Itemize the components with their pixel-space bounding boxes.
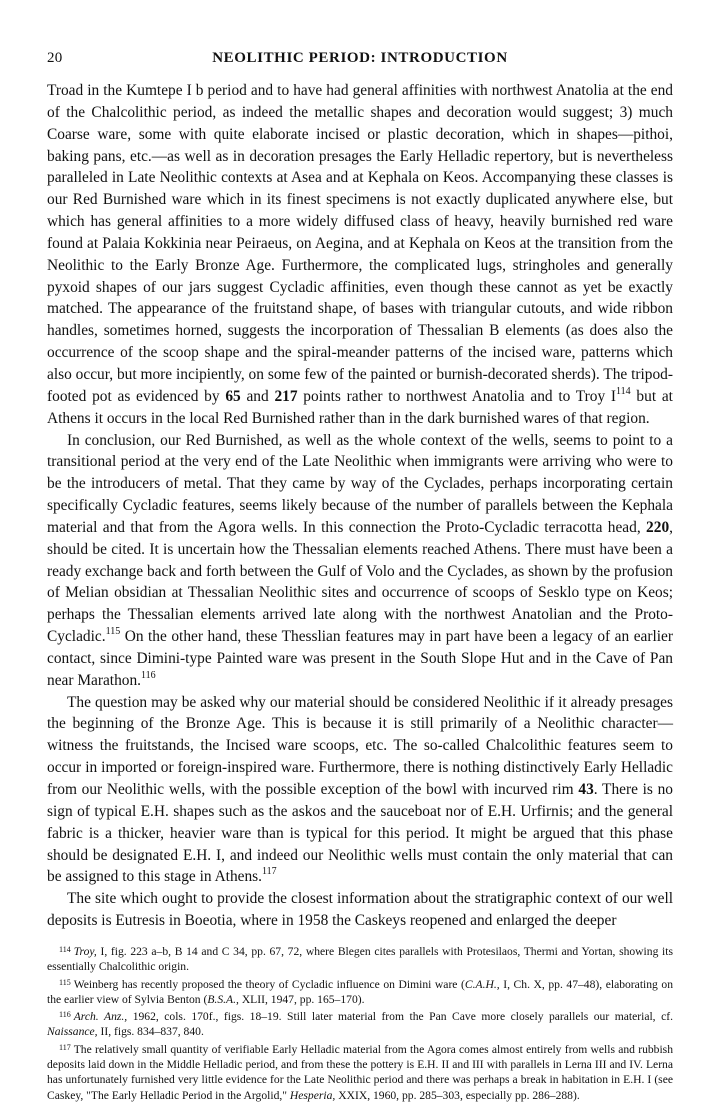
footnote-115: $^{115}$ Weinberg has recently proposed the theory of Cycladic influence on Dimini ware (C.A.H., I, Ch. X, pp. 47–48), elaborating on the earlier view of Sylvia Benton (B.S.A., XLII, 1947, pp. 165–170). <box>47 977 674 1006</box>
paragraph-3: The question may be asked why our material should be considered Neolithic if it already presages the beginning of the Bronze Age. This is because it is still primarily of a Neolithic character—witness the fruitstands, the Incised ware scoops, etc. The so-called Chalcolithic features seem to occur in imported or foreign-inspired ware. Furthermore, there is nothing distinctively Early Helladic from our Neolithic wells, with the possible exception of the bowl with incurved rim 43. There is no sign of typical E.H. shapes such as the askos and the sauceboat nor of E.H. Urfirnis; and the general fabric is a thicker, heavier ware than is typical for this period. It might be argued that this phase should be designated E.H. I, and indeed our Neolithic wells must contain the only material that can be assigned to this stage in Athens.$^{117}$ <box>47 693 673 886</box>
paragraph-1: Troad in the Kumtepe I b period and to have had general affinities with northwest Anatolia at the end of the Chalcolithic period, as indeed the metallic shapes and decoration would suggest; 3) much Coarse ware, some with quite elaborate incised or plastic decoration, which in shapes—pithoi, baking pans, etc.—as well as in decoration presages the Early Helladic repertory, but is nevertheless paralleled in Late Neolithic contexts at Asea and at Kephala on Keos. Accompanying these classes is our Red Burnished ware which in its finest specimens is not exactly duplicated anywhere else, but which has general affinities to a more widely diffused class of heavy, heavily burnished red ware found at Palaia Kokkinia near Peiraeus, on Aegina, and at Kephala on Keos at the transition from the Neolithic to the Early Bronze Age. Furthermore, the complicated lugs, stringholes and generally pyxoid shapes of our jars suggest Cycladic affinities, even though these cannot as yet be exactly matched. The appearance of the fruitstand shape, of bases with triangular cutouts, and wide ribbon handles, sometimes horned, suggests the incorporation of Thessalian B elements (as does also the occurrence of the scoop shape and the spiral-meander patterns of the incised ware, patterns which also occur, but more incipiently, on some few of the painted or burnish-decorated sherds). The tripod-footed pot as evidenced by 65 and 217 points rather to northwest Anatolia and to Troy $I^{114}$ but at Athens it occurs in the local Red Burnished rather than in the dark burnished wares of that region. <box>47 82 673 427</box>
catalogue-number: 220 <box>646 518 670 536</box>
catalogue-number: 217 <box>274 387 298 405</box>
footnote-ref[interactable]: 115 <box>105 625 121 637</box>
page-number: 20 <box>47 50 63 66</box>
footnote-ref[interactable]: 117 <box>262 866 277 878</box>
catalogue-number: 65 <box>225 387 241 405</box>
footnote-ref[interactable]: 116 <box>141 669 156 681</box>
body-text <box>47 80 673 932</box>
page-header <box>47 48 673 72</box>
footnote-117: $^{117}$ The relatively small quantity of verifiable Early Helladic material from the Agora comes almost entirely from wells and rubbish deposits laid down in the Middle Helladic period, and from these the pottery is E.H. II and III with parallels in Lerna III and IV. Lerna has unfortunately furnished very little evidence for the Late Neolithic period and there was perhaps a break in habitation in E.H. I (see Caskey, "The Early Helladic Period in the Argolid," Hesperia, XXIX, 1960, pp. 285–303, especially pp. 286–288). <box>47 1042 673 1102</box>
paragraph-4: The site which ought to provide the closest information about the stratigraphic context of our well deposits is Eutresis in Boeotia, where in 1958 the Caskeys reopened and enlarged the deeper <box>47 890 673 930</box>
running-head: NEOLITHIC PERIOD: INTRODUCTION <box>212 50 508 66</box>
footnotes <box>47 942 673 1103</box>
footnote-116: $^{116}$ Arch. Anz., 1962, cols. 170f., figs. 18–19. Still later material from the Pan Cave more closely parallels our material, cf. Naissance, II, figs. 834–837, 840. <box>47 1010 673 1039</box>
catalogue-number: 43 <box>578 781 594 798</box>
footnote-ref[interactable]: 114 <box>616 385 631 397</box>
footnote-114: $^{114}$ Troy, I, fig. 223 a–b, B 14 and C 34, pp. 67, 72, where Blegen cites parallels with Protesilaos, Thermi and Yortan, showing its essentially Chalcolithic origin. <box>47 944 673 974</box>
paragraph-2: In conclusion, our Red Burnished, as well as the whole context of the wells, seems to point to a transitional period at the very end of the Late Neolithic when immigrants were arriving who were to be the introducers of metal. That they came by way of the Cyclades, perhaps incorporating certain specifically Cycladic features, seems likely because of the number of parallels between the Kephala material and that from the Agora wells. In this connection the Proto-Cycladic terracotta head, 220, should be cited. It is uncertain how the Thessalian elements reached Athens. There must have been a ready exchange back and forth between the Gulf of Volo and the Cyclades, as shown by the profusion of Melian obsidian at Thessalian Neolithic sites and occurrence of scoops of Sesklo type on Keos; perhaps the Thessalian elements arrived late along with the northwest Anatolian and the Proto-Cycladic.$^{115}$ On the other hand, these Thesslian features may in part have been a legacy of an earlier contact, since Dimini-type Painted ware was present in the South Slope Hut and in the Cave of Pan near Marathon.$^{116}$ <box>47 431 673 689</box>
